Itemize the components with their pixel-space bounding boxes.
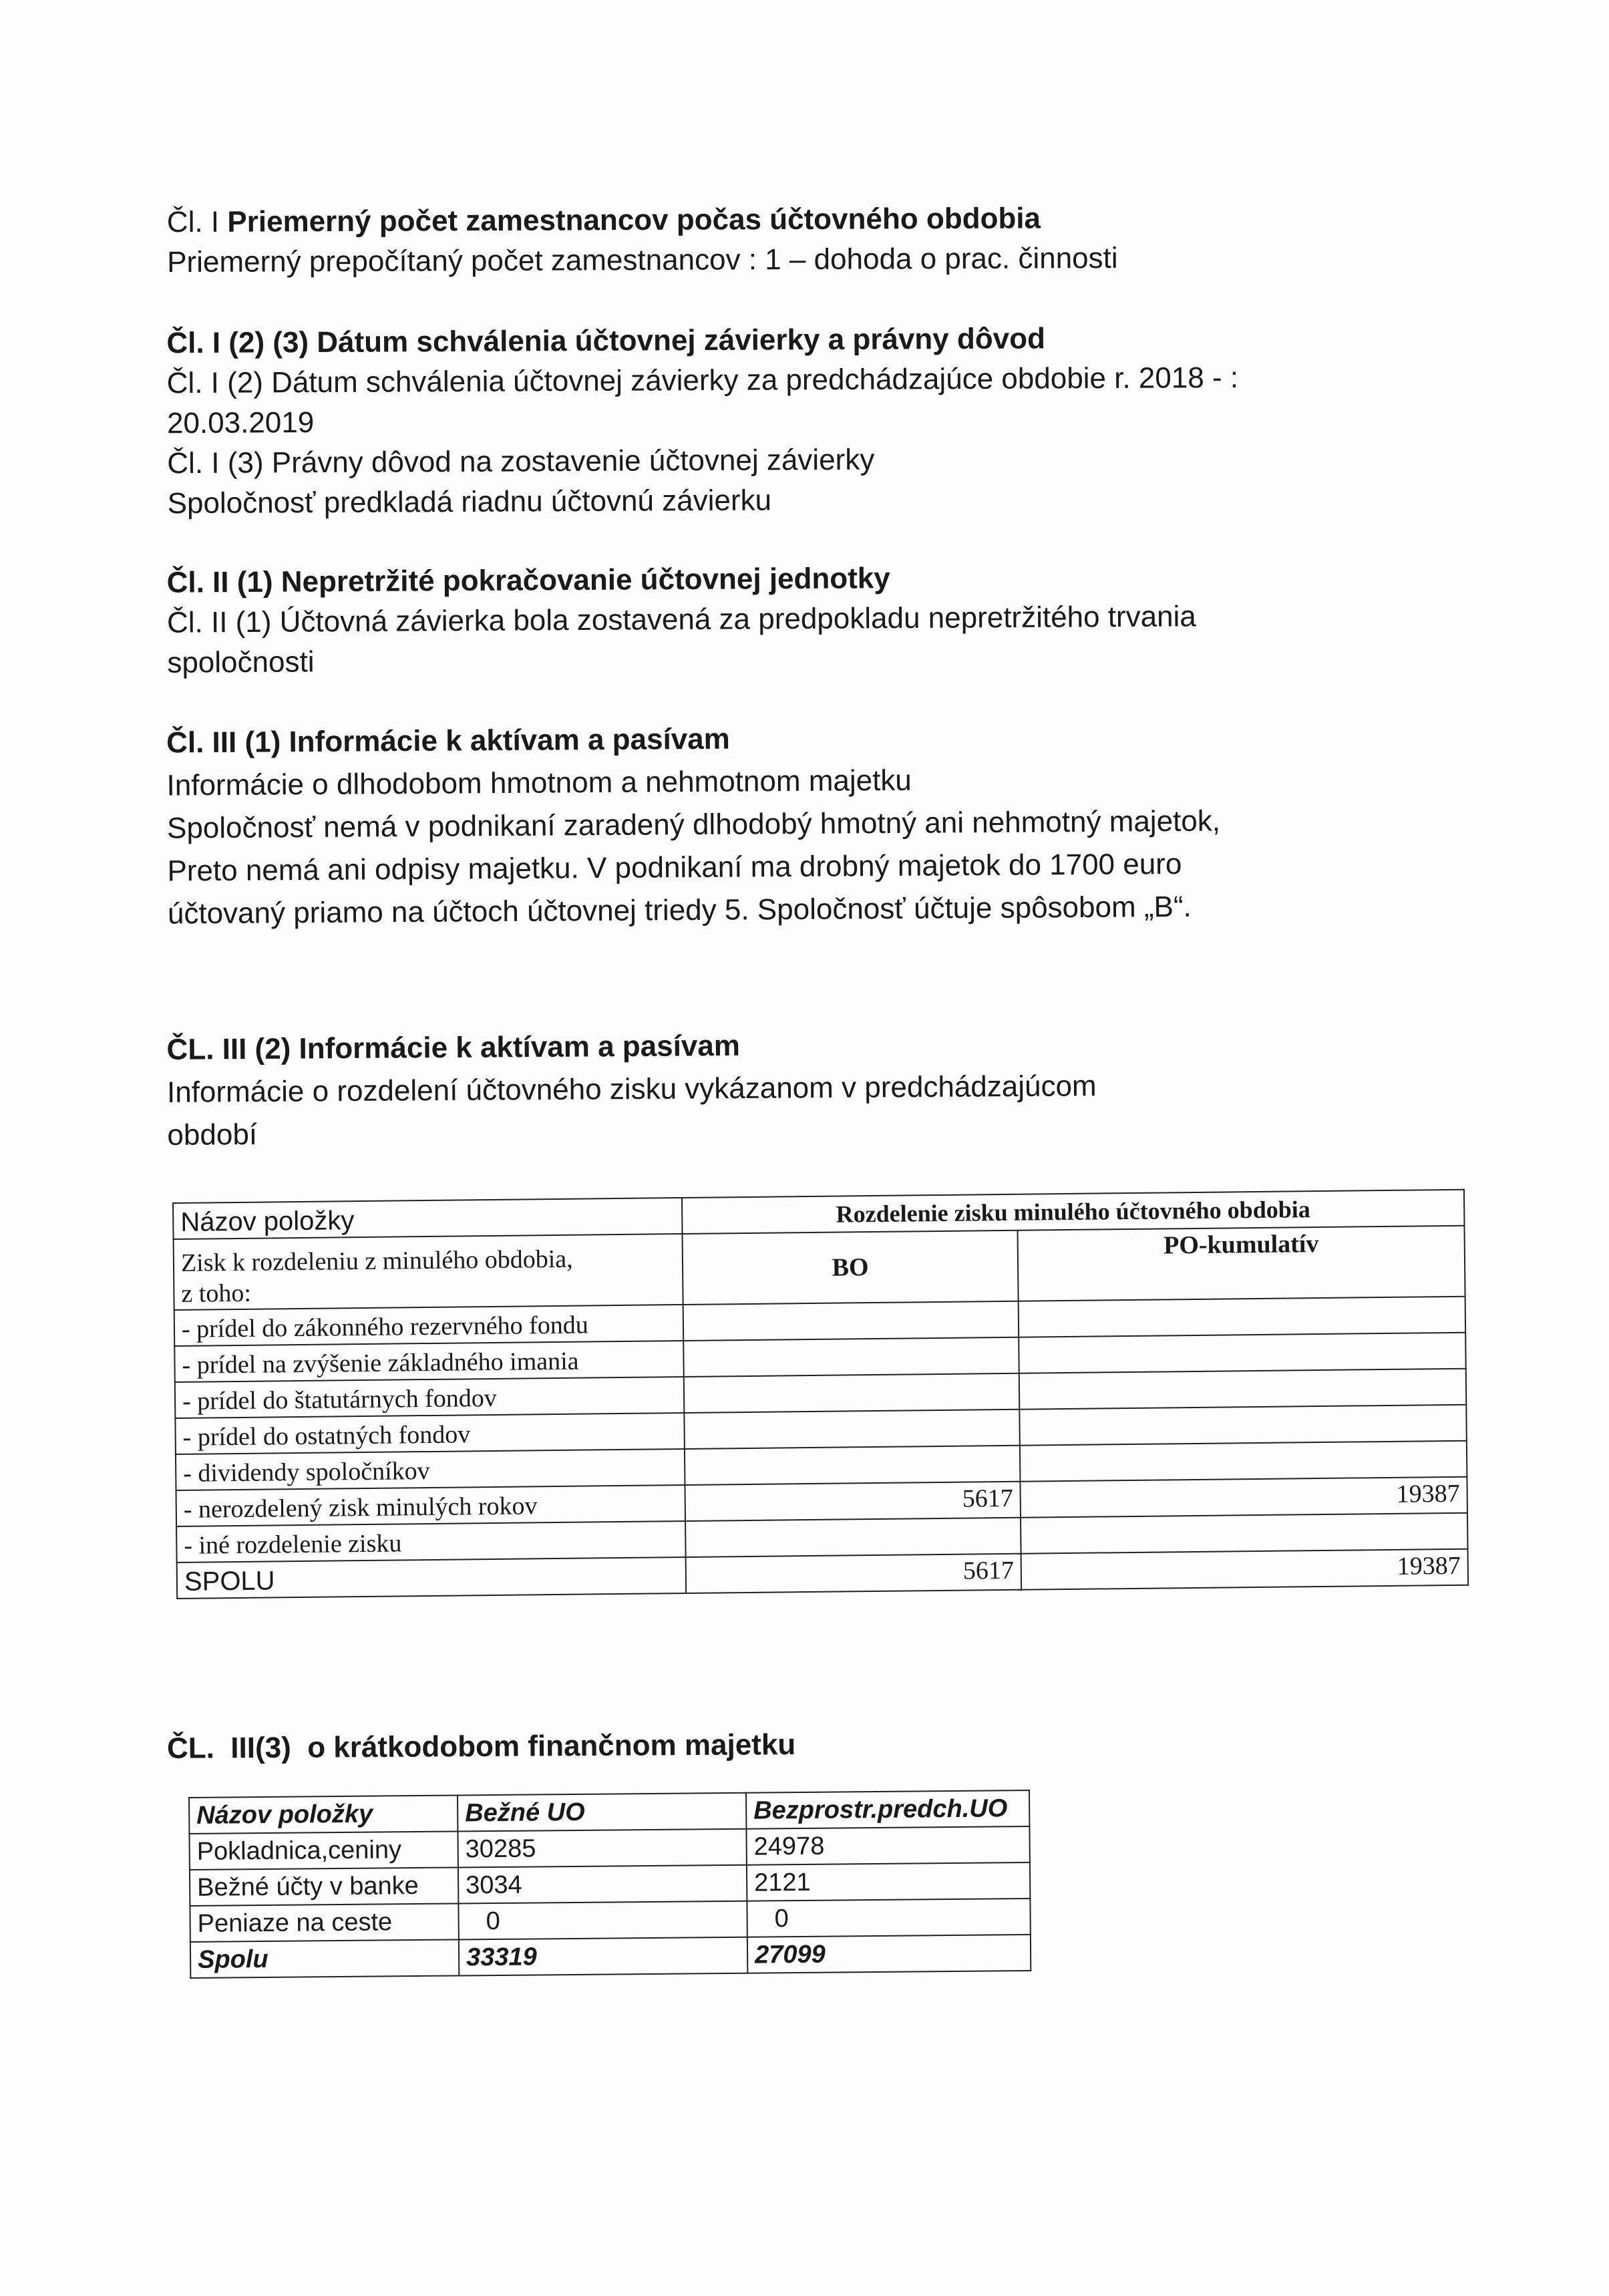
paragraph-line: Čl. I (2) Dátum schválenia účtovnej závierky za predchádzajúce obdobie r. 2018 - : bbox=[166, 361, 1239, 400]
cell-bo bbox=[685, 1446, 1021, 1485]
row-label: - iné rozdelenie zisku bbox=[176, 1521, 686, 1563]
header-group: Rozdelenie zisku minulého účtovného obdobia bbox=[682, 1190, 1465, 1234]
row-label: Pokladnica,ceniny bbox=[189, 1831, 458, 1870]
row-label: - prídel do štatutárnych fondov bbox=[175, 1377, 685, 1418]
label-line: z toho: bbox=[181, 1279, 252, 1308]
cell-bo bbox=[684, 1410, 1020, 1449]
row-label: - dividendy spoločníkov bbox=[176, 1449, 685, 1490]
section-approval-date bbox=[166, 318, 1239, 524]
cell-current: 3034 bbox=[458, 1865, 747, 1904]
paragraph-line: Informácie o rozdelení účtovného zisku vykázanom v predchádzajúcom bbox=[166, 1070, 1097, 1109]
paragraph-line: Spoločnosť nemá v podnikaní zaradený dlhodobý hmotný ani nehmotný majetok, bbox=[166, 804, 1221, 845]
paragraph-line: období bbox=[167, 1118, 258, 1152]
heading-prefix: Čl. I bbox=[166, 205, 220, 239]
cell-previous: 2121 bbox=[747, 1862, 1030, 1901]
cell-bo: 5617 bbox=[685, 1482, 1021, 1521]
cell-previous-total: 27099 bbox=[747, 1935, 1031, 1973]
section-employees bbox=[167, 198, 1118, 283]
cell-bo-total: 5617 bbox=[686, 1554, 1022, 1593]
financial-assets-table bbox=[188, 1790, 1031, 1979]
header-previous-period: Bezprostr.predch.UO bbox=[746, 1790, 1029, 1829]
paragraph-line: Čl. II (1) Účtovná závierka bola zostavená za predpokladu nepretržitého trvania bbox=[166, 600, 1196, 639]
column-header-po: PO-kumulatív bbox=[1018, 1226, 1465, 1301]
section-heading: ČL. III (2) Informácie k aktívam a pasívam bbox=[166, 1029, 741, 1066]
paragraph-line: Informácie o dlhodobom hmotnom a nehmotnom majetku bbox=[166, 764, 912, 802]
section-heading bbox=[167, 198, 1118, 242]
section-heading: ČL. III(3) o krátkodobom finančnom majetku bbox=[166, 1728, 796, 1765]
column-header-bo: BO bbox=[683, 1231, 1019, 1305]
row-label: - prídel do ostatných fondov bbox=[175, 1413, 685, 1454]
paragraph-line: účtovaný priamo na účtoch účtovnej triedy 5. Spoločnosť účtuje spôsobom „B“. bbox=[167, 890, 1192, 931]
paragraph-line: Priemerný prepočítaný počet zamestnancov : 1 – dohoda o prac. činnosti bbox=[167, 241, 1118, 279]
cell-po bbox=[1019, 1405, 1467, 1446]
row-label-total: Spolu bbox=[190, 1939, 459, 1978]
row-label: - nerozdelený zisk minulých rokov bbox=[176, 1485, 686, 1526]
row-label: - prídel do zákonného rezervného fondu bbox=[174, 1305, 684, 1346]
profit-to-distribute-label bbox=[174, 1234, 683, 1310]
table-row bbox=[174, 1226, 1465, 1310]
cell-previous: 24978 bbox=[746, 1826, 1029, 1865]
cell-previous: 0 bbox=[747, 1899, 1030, 1937]
cell-current-total: 33319 bbox=[459, 1937, 747, 1976]
section-going-concern bbox=[166, 556, 1196, 683]
cell-po bbox=[1019, 1333, 1466, 1373]
cell-po bbox=[1020, 1441, 1467, 1482]
cell-po bbox=[1019, 1369, 1467, 1410]
row-label-total: SPOLU bbox=[177, 1557, 687, 1599]
profit-distribution-table bbox=[172, 1189, 1469, 1599]
heading-text: Priemerný počet zamestnancov počas účtovného obdobia bbox=[227, 202, 1041, 238]
cell-current: 0 bbox=[458, 1901, 747, 1940]
approval-date: 20.03.2019 bbox=[166, 406, 315, 440]
section-heading: Čl. I (2) (3) Dátum schválenia účtovnej závierky a právny dôvod bbox=[166, 322, 1046, 360]
cell-bo bbox=[683, 1337, 1019, 1377]
label-line: Zisk k rozdeleniu z minulého obdobia, bbox=[180, 1245, 573, 1277]
section-heading: Čl. III (1) Informácie k aktívam a pasívam bbox=[166, 722, 730, 760]
section-profit-distribution bbox=[166, 1022, 1097, 1157]
paragraph-line: Preto nemá ani odpisy majetku. V podnikaní ma drobný majetok do 1700 euro bbox=[167, 847, 1182, 888]
section-assets-info bbox=[166, 714, 1221, 935]
header-item-name: Názov položky bbox=[173, 1198, 683, 1239]
cell-po-total: 19387 bbox=[1021, 1549, 1469, 1590]
cell-bo bbox=[683, 1301, 1019, 1341]
paragraph-line: Spoločnosť predkladá riadnu účtovnú závierku bbox=[167, 484, 772, 520]
paragraph-line: Čl. I (3) Právny dôvod na zostavenie účtovnej závierky bbox=[167, 443, 875, 480]
header-current-period: Bežné UO bbox=[458, 1793, 746, 1832]
section-short-term-financial-assets bbox=[167, 1725, 796, 1769]
row-label: - prídel na zvýšenie základného imania bbox=[174, 1341, 684, 1382]
cell-po bbox=[1021, 1513, 1468, 1554]
row-label: Bežné účty v banke bbox=[190, 1867, 458, 1906]
section-heading: Čl. II (1) Nepretržité pokračovanie účtovnej jednotky bbox=[166, 562, 890, 599]
row-label: Peniaze na ceste bbox=[190, 1903, 458, 1942]
cell-po bbox=[1019, 1297, 1466, 1337]
cell-bo bbox=[684, 1373, 1020, 1413]
cell-po: 19387 bbox=[1020, 1477, 1467, 1518]
cell-bo bbox=[685, 1518, 1021, 1557]
cell-current: 30285 bbox=[458, 1829, 746, 1868]
table-total-row bbox=[190, 1935, 1031, 1978]
paragraph-line: spoločnosti bbox=[167, 645, 315, 679]
header-item-name: Názov položky bbox=[189, 1795, 458, 1834]
